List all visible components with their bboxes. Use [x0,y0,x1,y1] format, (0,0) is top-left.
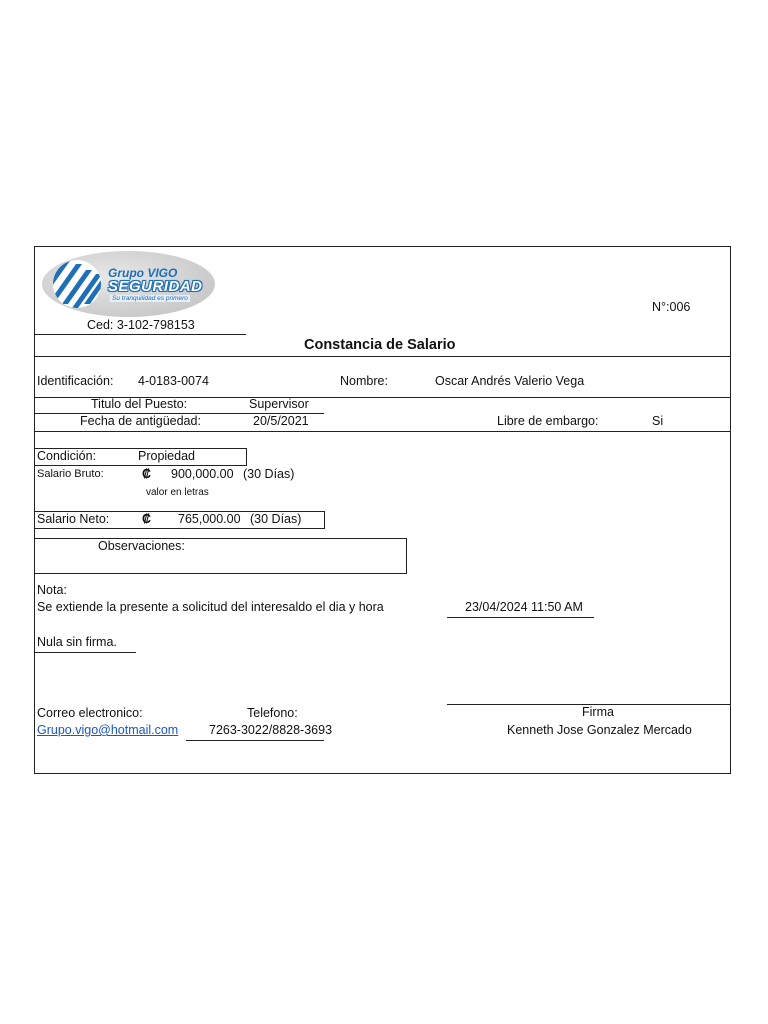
observations-label: Observaciones: [98,539,185,553]
phone-value: 7263-3022/8828-3693 [209,723,333,737]
seniority-value: 20/5/2021 [253,414,309,428]
net-salary-label: Salario Neto: [37,512,110,526]
gross-salary-label: Salario Bruto: [37,468,104,480]
gross-currency-symbol: ₡ [142,467,152,481]
net-salary-value: 765,000.00 [178,512,241,526]
company-ced: Ced: 3-102-798153 [87,318,195,332]
gross-salary-value: 900,000.00 [171,467,234,481]
net-salary-period: (30 Días) [250,512,302,526]
title-divider [34,356,731,357]
name-label: Nombre: [340,374,388,388]
name-value: Oscar Andrés Valerio Vega [435,374,585,388]
id-value: 4-0183-0074 [138,374,209,388]
position-divider [34,431,731,432]
embargo-label: Libre de embargo: [497,414,599,428]
logo-tagline: Su tranquilidad es primero [112,295,188,302]
note-label: Nota: [37,583,67,597]
datetime-underline [447,617,594,618]
certificate-number: N°:006 [652,300,691,314]
observations-box [34,538,407,574]
job-title-label: Titulo del Puesto: [91,397,188,411]
signer-name: Kenneth Jose Gonzalez Mercado [507,723,692,737]
email-label: Correo electronico: [37,706,143,720]
issue-datetime: 23/04/2024 11:50 AM [465,600,583,614]
condition-value: Propiedad [138,449,195,463]
email-link[interactable]: Grupo.vigo@hotmail.com [37,723,179,737]
condition-label: Condición: [37,449,97,463]
signature-label: Firma [582,705,614,719]
net-currency-symbol: ₡ [142,512,152,526]
embargo-value: Si [652,414,664,428]
id-label: Identificación: [37,374,114,388]
seniority-label: Fecha de antigüedad: [80,414,201,428]
ced-underline [34,334,246,335]
void-underline [34,652,136,653]
gross-salary-period: (30 Días) [243,467,295,481]
page-title: Constancia de Salario [304,337,456,353]
logo-brand-line2: SEGURIDAD [108,278,203,295]
amount-in-words-label: valor en letras [146,487,209,498]
logo-brand-line1: Grupo VIGO [108,266,178,280]
logo-emblem-icon [46,258,108,310]
job-title-value: Supervisor [249,397,309,411]
phone-label: Telefono: [247,706,298,720]
phone-underline [186,740,324,741]
void-without-signature: Nula sin firma. [37,635,117,649]
note-text: Se extiende la presente a solicitud del interesaldo el dia y hora [37,600,384,614]
